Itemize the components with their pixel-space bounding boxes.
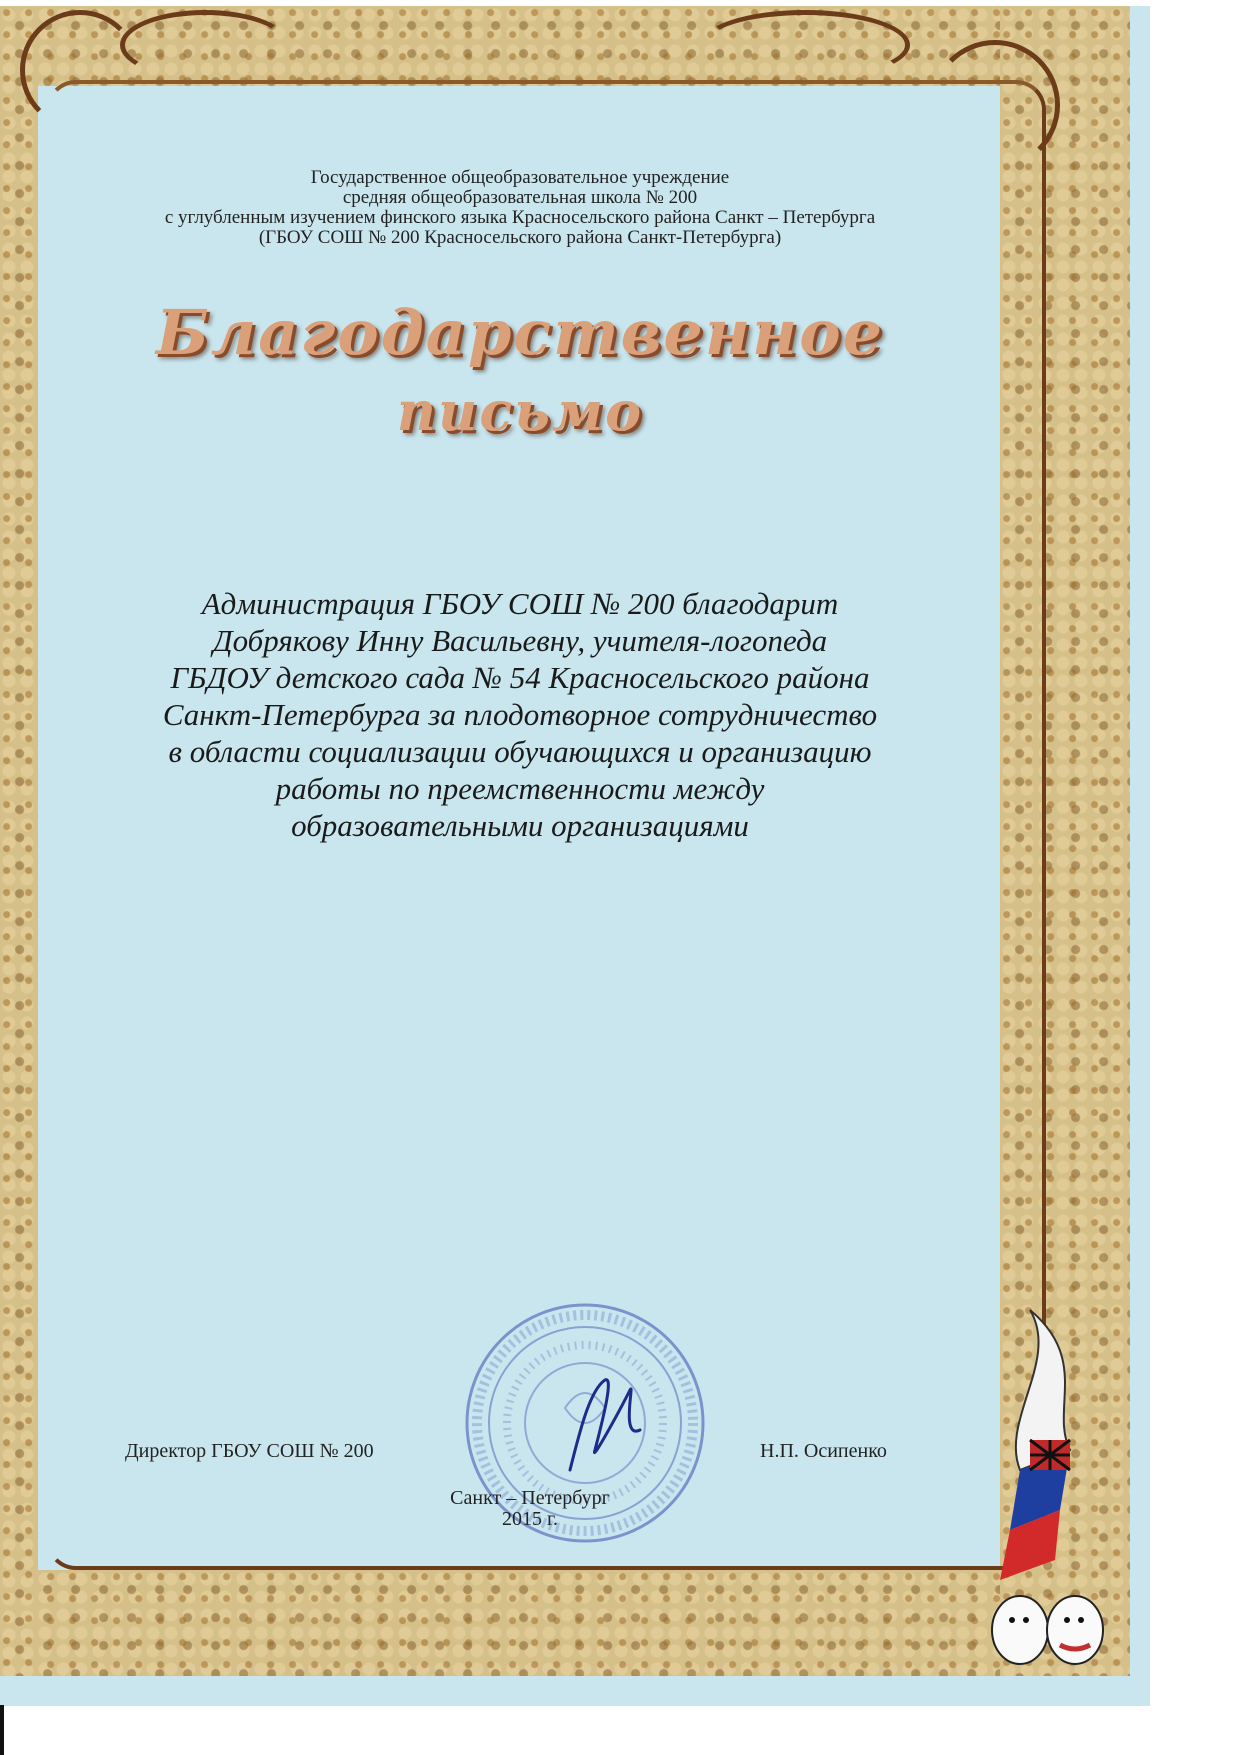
- header-line: средняя общеобразовательная школа № 200: [342, 187, 698, 208]
- director-title: Директор ГБОУ СОШ № 200: [125, 1440, 374, 1462]
- header-line: (ГБОУ СОШ № 200 Красносельского района Санкт-Петербурга): [258, 227, 782, 248]
- header-line: Государственное общеобразовательное учреждение: [310, 167, 730, 188]
- text-line: работы по преемственности между: [275, 771, 765, 806]
- text-line: образовательными организациями: [291, 808, 749, 843]
- certificate-subtitle: письмо: [396, 379, 644, 443]
- city-label: Санкт – Петербург: [450, 1487, 610, 1509]
- frame-corner-swirl-top-right: [930, 40, 1060, 170]
- institution-header: [60, 168, 980, 248]
- school-emblem-decoration: [960, 1300, 1120, 1680]
- certificate-title: Благодарственное: [155, 296, 885, 369]
- text-line: Санкт-Петербурга за плодотворное сотрудничество: [162, 697, 878, 732]
- text-line: Администрация ГБОУ СОШ № 200 благодарит: [201, 586, 839, 621]
- frame-top-swirl-right: [700, 10, 910, 80]
- header-line: с углубленным изучением финского языка Красносельского района Санкт – Петербурга: [164, 207, 876, 228]
- director-signature: [560, 1370, 650, 1480]
- scan-edge-mark: [0, 1705, 4, 1755]
- text-line: в области социализации обучающихся и организацию: [168, 734, 872, 769]
- frame-corner-swirl-top-left: [20, 10, 140, 130]
- text-line: Добрякову Инну Васильевну, учителя-логопеда: [212, 623, 828, 658]
- year-label: 2015 г.: [502, 1508, 558, 1530]
- certificate-text: [60, 585, 980, 844]
- director-name: Н.П. Осипенко: [760, 1440, 887, 1462]
- frame-left-ornament: [0, 6, 38, 1676]
- place-and-date: [430, 1488, 630, 1530]
- text-line: ГБДОУ детского сада № 54 Красносельского района: [170, 660, 870, 695]
- frame-top-swirl-left: [120, 10, 290, 80]
